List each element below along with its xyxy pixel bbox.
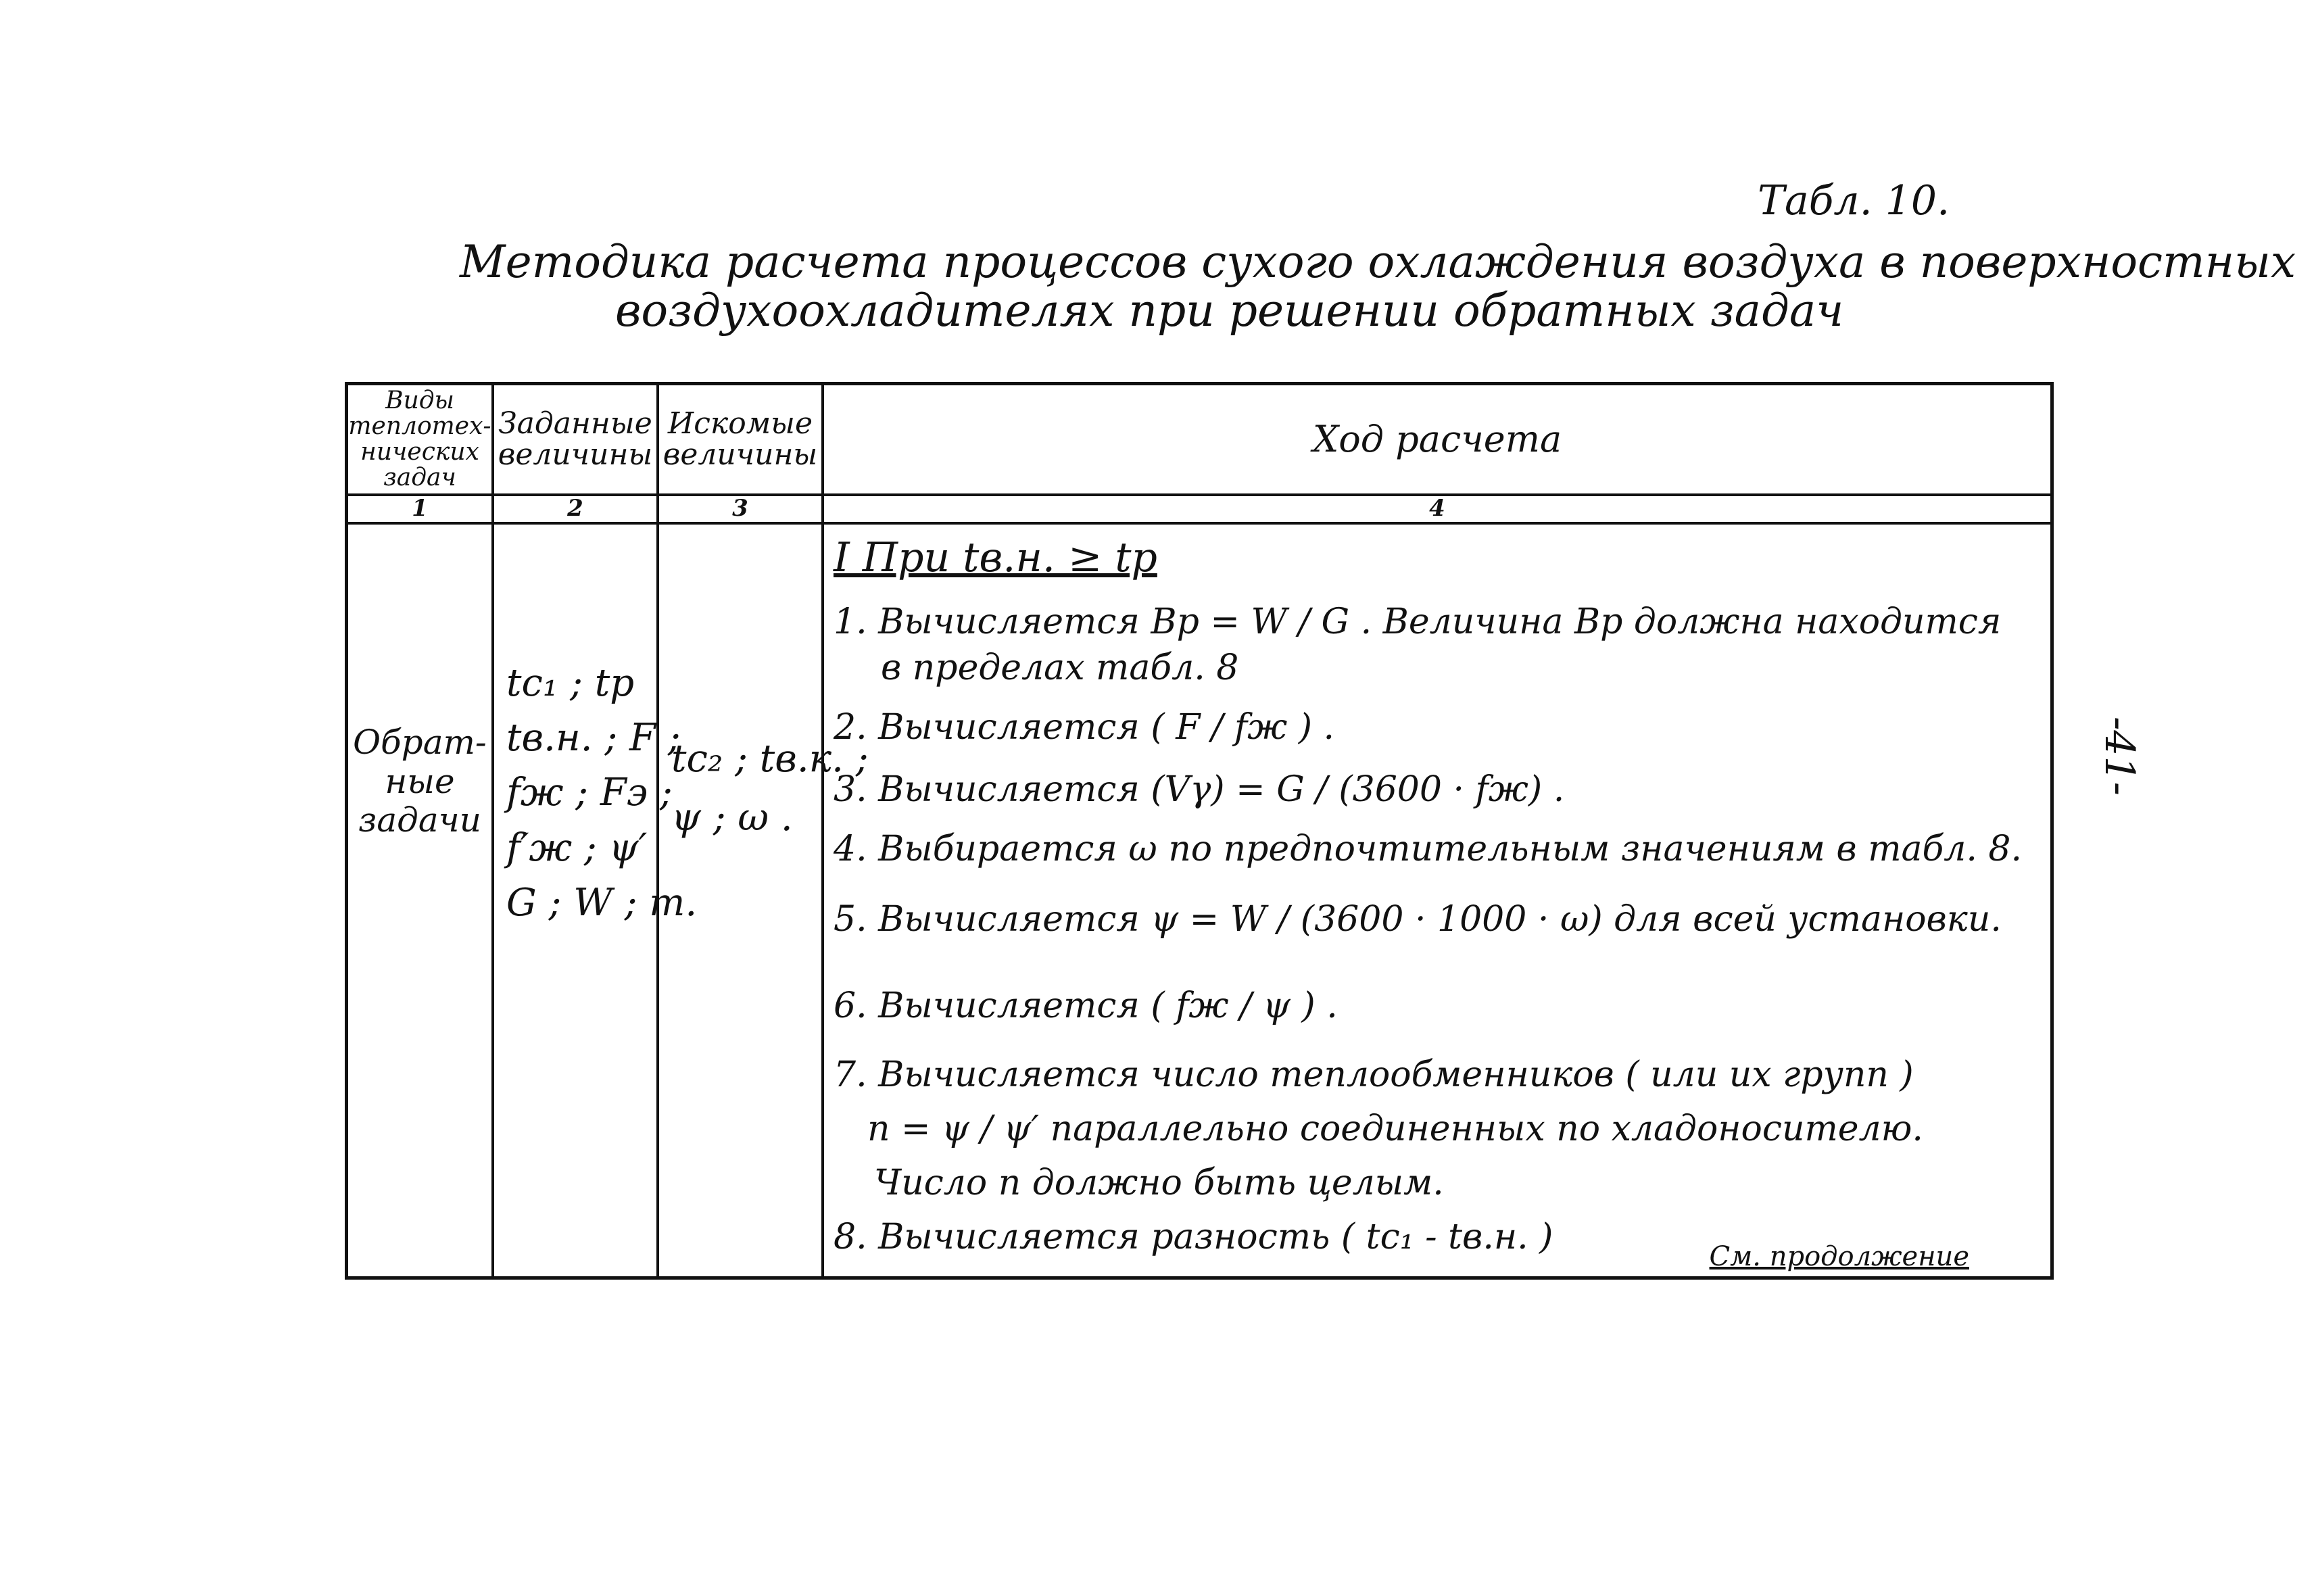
column-number: 4	[1429, 495, 1445, 522]
continuation-note: См. продолжение	[1709, 1241, 1969, 1272]
page-number: -41-	[2096, 717, 2143, 796]
title-line-1: Методика расчета процессов сухого охлаждения воздуха в поверхностных	[460, 236, 2296, 288]
header-col-3-line: Искомые	[667, 406, 813, 441]
step-line: Число n должно быть целым.	[874, 1163, 1444, 1203]
section-title: I При tв.н. ≥ tр	[834, 534, 1157, 581]
header-col-1	[348, 385, 491, 493]
header-col-1-line: нических	[360, 438, 479, 466]
step-line: 3. Вычисляется (Vγ) = G / (3600 · fж) .	[834, 769, 1565, 810]
step-line: 8. Вычисляется разность ( tc₁ - tв.н. )	[834, 1217, 1553, 1257]
step-line: n = ψ / ψ′ параллельно соединенных по хладоносителю.	[867, 1109, 1923, 1149]
header-col-2-line: Заданные	[498, 406, 652, 441]
header-col-3-line: величины	[662, 437, 818, 472]
header-col-4	[824, 385, 2050, 493]
header-col-1-line: теплотех-	[348, 412, 491, 441]
header-col-1-line: Виды	[385, 387, 454, 415]
given-value-line: G ; W ; m.	[506, 880, 698, 925]
task-type-cell	[348, 723, 491, 840]
task-type-line: Обрат-	[353, 723, 487, 762]
header-col-1-line: задач	[383, 463, 456, 491]
step-line: в пределах табл. 8	[881, 648, 1239, 688]
title-line-2: воздухоохладителях при решении обратных задач	[615, 285, 1844, 337]
task-type-line: ные	[385, 761, 455, 801]
step-line: 4. Выбирается ω по предпочтительным значениям в табл. 8.	[834, 829, 2023, 869]
column-number: 2	[567, 495, 583, 522]
calculation-table	[345, 382, 2054, 1280]
page-title	[338, 236, 2296, 337]
sought-values-cell	[660, 730, 869, 848]
sought-value-line: tc₂ ; tв.к. ;	[671, 737, 869, 781]
header-col-2-line: величины	[498, 437, 653, 472]
column-number: 3	[732, 495, 748, 522]
header-col-2	[494, 385, 656, 493]
given-value-line: fж ; Fэ ;	[506, 771, 673, 815]
table-label: Табл. 10.	[1758, 177, 1950, 224]
column-number: 1	[412, 495, 428, 522]
sought-value-line: ψ ; ω .	[671, 795, 793, 840]
step-line: 6. Вычисляется ( fж / ψ ) .	[834, 986, 1338, 1026]
step-line: 1. Вычисляется Bр = W / G . Величина Bр должна находится	[834, 602, 2002, 642]
header-col-3	[659, 385, 821, 493]
step-line: 7. Вычисляется число теплообменников ( или их групп )	[834, 1055, 1914, 1095]
step-line: 5. Вычисляется ψ = W / (3600 · 1000 · ω) для всей установки.	[834, 899, 2002, 940]
task-type-line: задачи	[358, 800, 481, 840]
step-line: 2. Вычисляется ( F / fж ) .	[834, 707, 1335, 748]
given-value-line: tc₁ ; tр	[506, 661, 635, 705]
given-value-line: tв.н. ; F ;	[506, 716, 681, 760]
given-value-line: f′ж ; ψ′	[506, 825, 648, 870]
number-row-divider	[348, 522, 2050, 525]
header-col-4-label: Ход расчета	[1312, 417, 1562, 460]
given-values-cell	[498, 656, 698, 930]
